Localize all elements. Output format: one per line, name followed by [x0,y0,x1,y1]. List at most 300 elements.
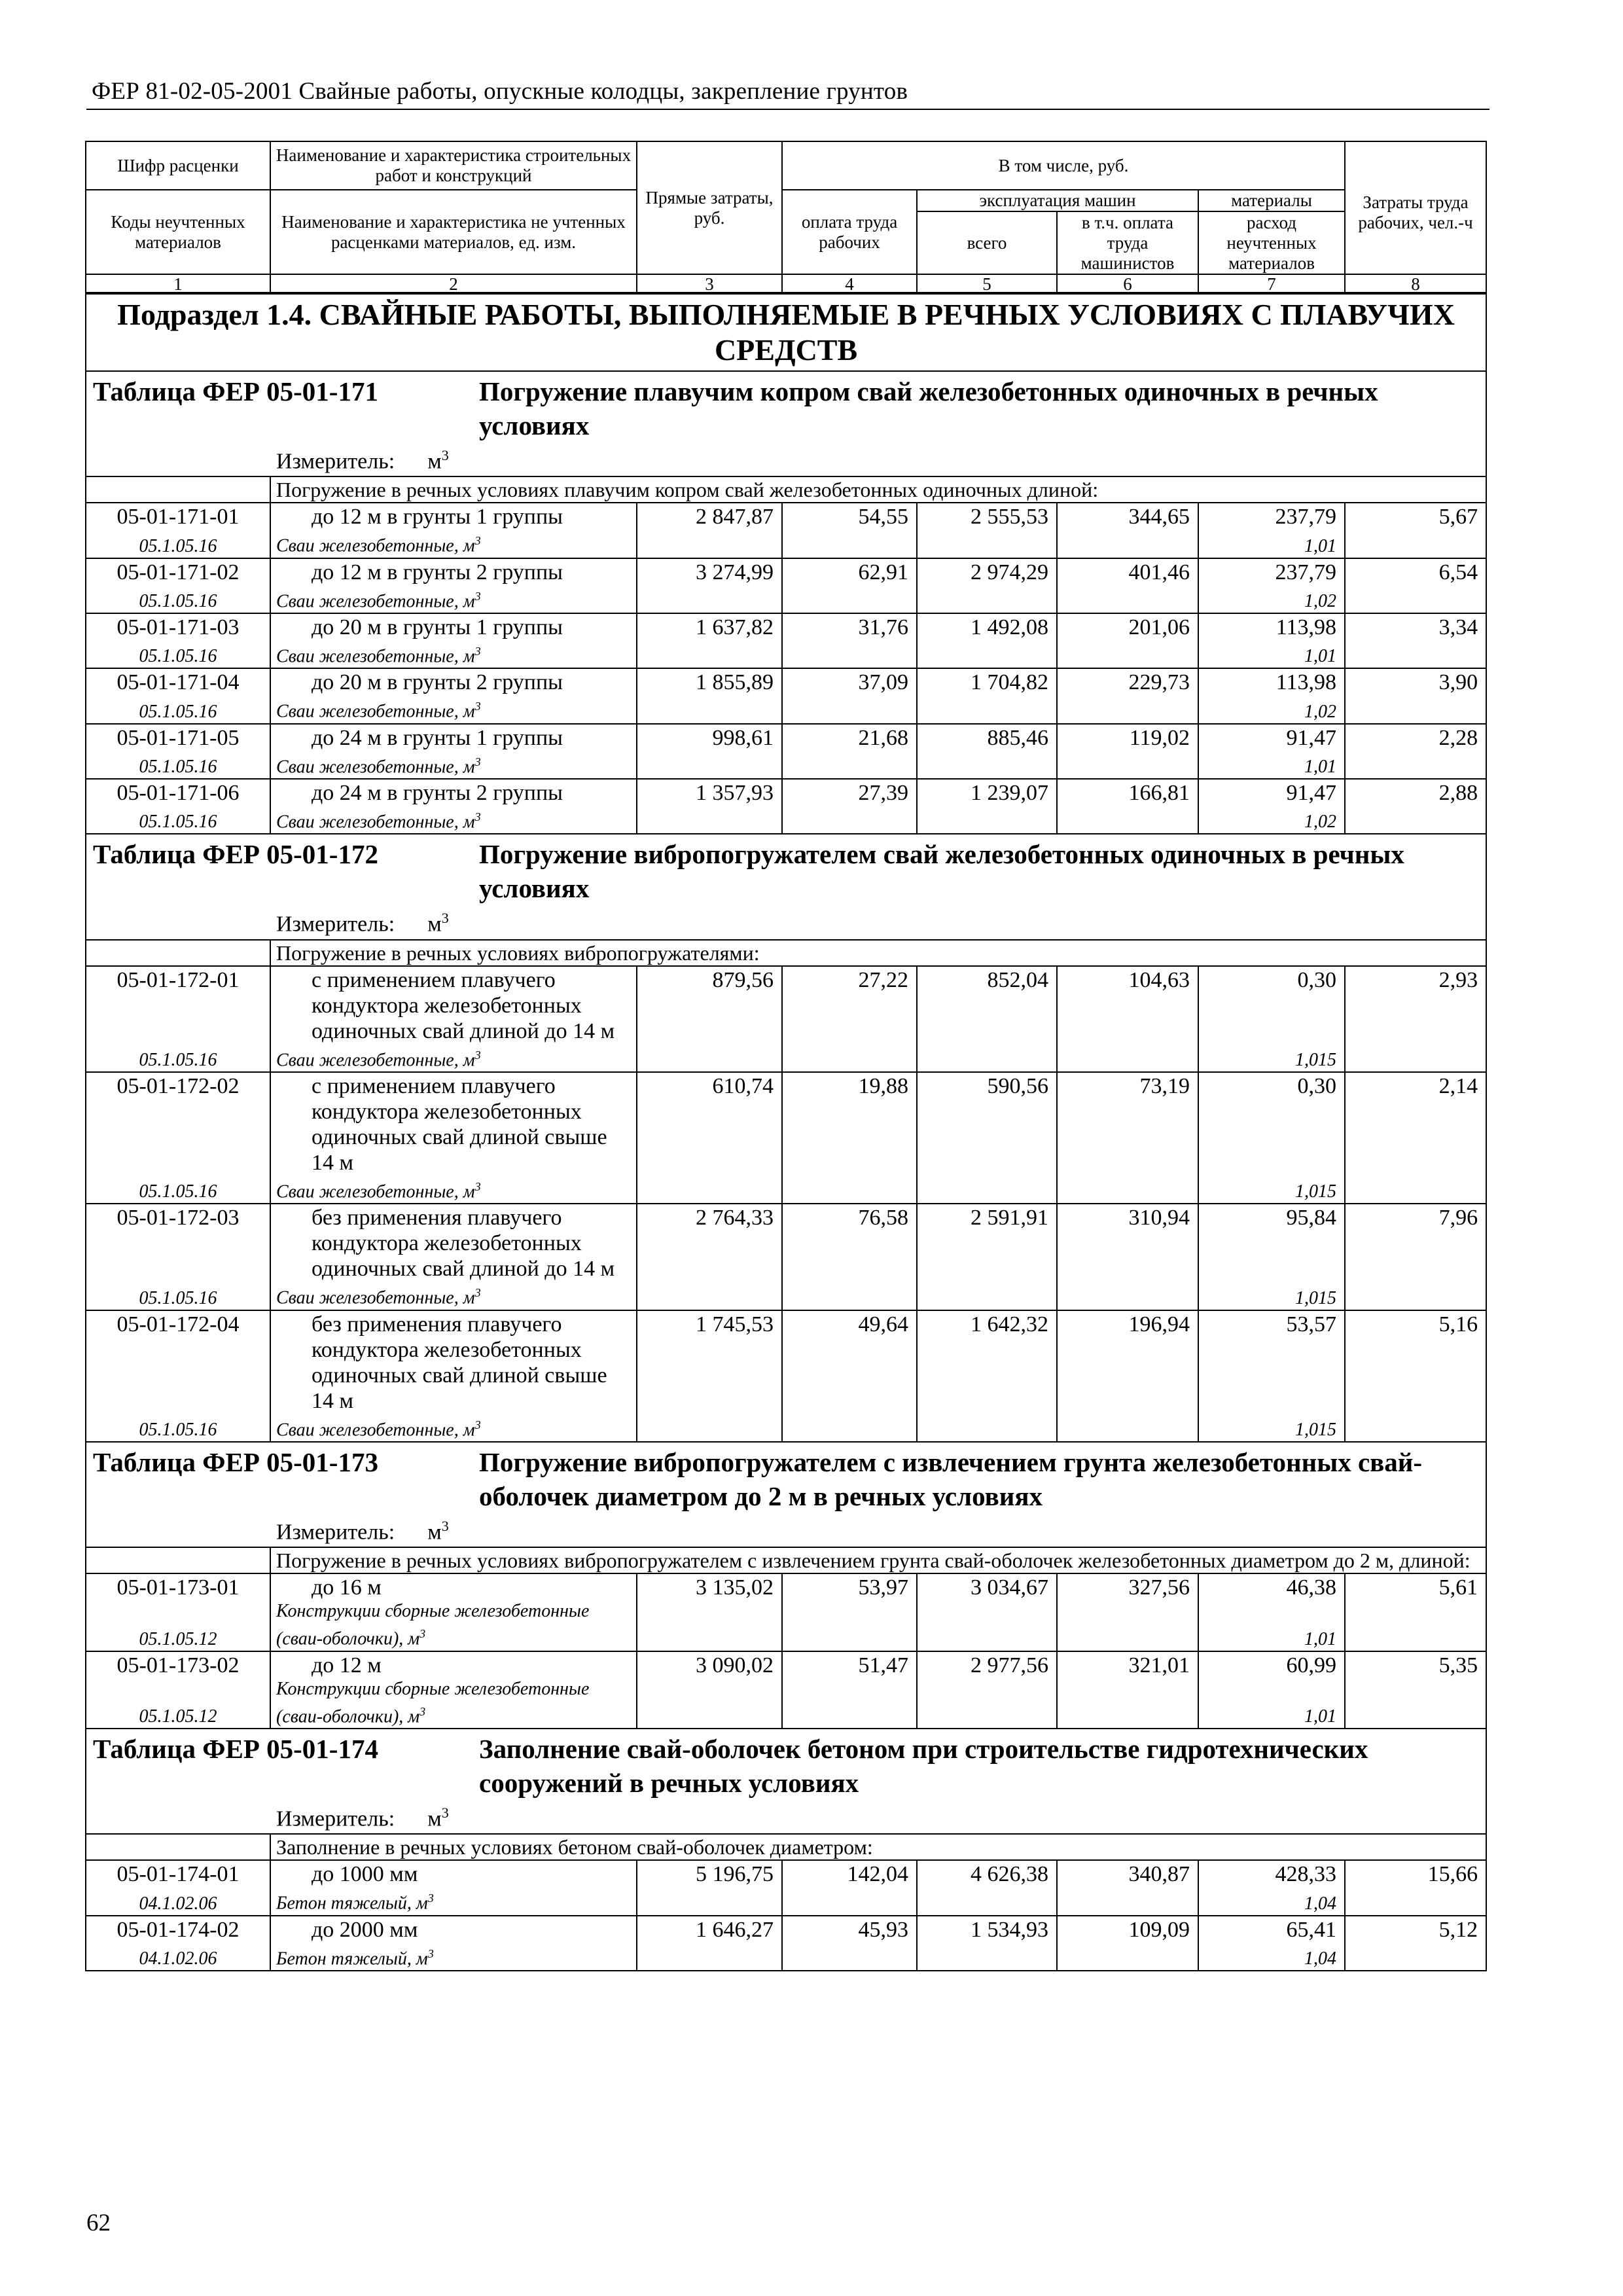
table-row [86,1860,1486,1887]
rate-code: 05-01-172-03 [86,1204,270,1282]
empty-cell [1345,806,1486,834]
empty-cell [1345,751,1486,779]
empty-cell [917,529,1057,558]
rate-code: 05-01-174-02 [86,1916,270,1943]
empty-cell [1057,585,1198,613]
empty-cell [1345,695,1486,723]
material-name-cell [270,1887,637,1915]
value-hours: 2,28 [1345,724,1486,751]
material-qty: 1,015 [1198,1044,1345,1072]
value-mach: 2 591,91 [917,1204,1057,1282]
empty-cell [1345,1600,1486,1651]
value-mat: 113,98 [1198,668,1345,695]
col-number: 8 [1345,274,1486,294]
table-row [86,668,1486,695]
rate-name: с применением плавучего кондуктора железобетонных одиночных свай длиной свыше 14 м [270,1072,637,1175]
measure-label: Измеритель: [276,912,395,937]
col-number: 3 [637,274,782,294]
rate-code: 05-01-171-02 [86,558,270,585]
value-mach: 590,56 [917,1072,1057,1175]
rate-code: 05-01-174-01 [86,1860,270,1887]
value-hours: 5,35 [1345,1651,1486,1678]
empty-cell [637,1414,782,1442]
material-name: Сваи железобетонные, м [276,701,475,722]
col-number: 5 [917,274,1057,294]
header-rule [86,109,1489,110]
value-mach-labor: 344,65 [1057,503,1198,529]
empty-cell [637,529,782,558]
table-intro: Погружение в речных условиях плавучим копром свай железобетонных одиночных длиной: [270,476,1486,503]
empty-cell [917,585,1057,613]
empty-cell [1057,1943,1198,1971]
value-mach: 2 977,56 [917,1651,1057,1678]
material-name-cell [270,1678,637,1729]
material-code: 05.1.05.16 [86,1044,270,1072]
empty-cell [917,1887,1057,1915]
table-intro: Погружение в речных условиях вибропогружателем с извлечением грунта свай-оболочек железобетонных диаметром до 2 м, длиной: [270,1547,1486,1573]
table-header [85,141,1487,295]
material-unit-sup: 3 [474,589,481,603]
empty-cell [1057,1678,1198,1729]
value-mach-labor: 119,02 [1057,724,1198,751]
table-title-row [86,1442,1486,1513]
material-row [86,1887,1486,1915]
measure-unit: м [427,1520,442,1545]
table-row [86,1310,1486,1414]
material-qty: 1,02 [1198,695,1345,723]
material-name: Сваи железобетонные, м [276,812,475,833]
material-unit-sup: 3 [474,1179,481,1193]
rate-code: 05-01-171-05 [86,724,270,751]
value-mach: 852,04 [917,966,1057,1044]
value-labor: 27,22 [782,966,917,1044]
rate-code: 05-01-171-04 [86,668,270,695]
header-pryamye: Прямые затраты, руб. [637,141,782,274]
empty-cell [782,1887,917,1915]
empty-cell [917,1678,1057,1729]
empty-cell [1057,1414,1198,1442]
header-oplata: оплата труда рабочих [782,190,917,274]
col-number: 1 [86,274,270,294]
value-mach-labor: 109,09 [1057,1916,1198,1943]
value-hours: 3,34 [1345,613,1486,640]
empty-cell [782,640,917,668]
empty-cell [637,585,782,613]
rate-code: 05-01-171-01 [86,503,270,529]
material-name-cell [270,1414,637,1442]
value-mach: 1 492,08 [917,613,1057,640]
measure-row [86,1800,1486,1834]
empty-cell [637,1943,782,1971]
material-row [86,1175,1486,1204]
empty-cell [782,1282,917,1310]
value-mat: 237,79 [1198,503,1345,529]
value-direct: 2 847,87 [637,503,782,529]
value-mat: 46,38 [1198,1573,1345,1600]
col-number: 6 [1057,274,1198,294]
table-title: Заполнение свай-оболочек бетоном при строительстве гидротехнических сооружений в речных условиях [479,1733,1368,1798]
material-name-cell [270,1282,637,1310]
value-direct: 2 764,33 [637,1204,782,1282]
page-number: 62 [86,2210,111,2236]
intro-blank [86,1547,270,1573]
intro-blank [86,1834,270,1860]
empty-cell [1057,640,1198,668]
rate-name: до 24 м в грунты 2 группы [270,779,637,806]
intro-blank [86,476,270,503]
material-qty: 1,04 [1198,1887,1345,1915]
value-mat: 0,30 [1198,966,1345,1044]
value-labor: 31,76 [782,613,917,640]
empty-cell [1345,1887,1486,1915]
table-title-wrap [86,1445,1486,1513]
table-title-row [86,1729,1486,1800]
empty-cell [1345,1678,1486,1729]
material-name: Бетон тяжелый, м [276,1948,428,1969]
empty-cell [637,1282,782,1310]
header-v-tom-chisle: В том числе, руб. [782,141,1345,190]
value-labor: 76,58 [782,1204,917,1282]
rate-name: без применения плавучего кондуктора железобетонных одиночных свай длиной свыше 14 м [270,1310,637,1414]
material-unit-sup: 3 [474,755,481,768]
empty-cell [782,1175,917,1204]
material-unit-sup: 3 [474,810,481,823]
empty-cell [637,1887,782,1915]
material-code: 05.1.05.16 [86,751,270,779]
rate-name: до 12 м в грунты 1 группы [270,503,637,529]
measure-unit: м [427,1806,442,1831]
value-direct: 610,74 [637,1072,782,1175]
value-direct: 1 646,27 [637,1916,782,1943]
material-unit-sup: 3 [427,1892,434,1905]
value-direct: 1 745,53 [637,1310,782,1414]
empty-cell [917,640,1057,668]
empty-cell [782,529,917,558]
measure-label: Измеритель: [276,449,395,474]
measure-sup: 3 [441,1804,449,1821]
value-labor: 37,09 [782,668,917,695]
value-mat: 237,79 [1198,558,1345,585]
material-name: Сваи железобетонные, м [276,1049,475,1070]
intro-blank [86,940,270,966]
table-row [86,966,1486,1044]
rates-table [85,292,1487,1971]
measure-label: Измеритель: [276,1806,395,1831]
value-direct: 3 135,02 [637,1573,782,1600]
material-name-cell [270,585,637,613]
value-mach: 1 534,93 [917,1916,1057,1943]
material-qty: 1,04 [1198,1943,1345,1971]
value-mat: 428,33 [1198,1860,1345,1887]
header-vsego: всего [917,211,1057,274]
table-row [86,724,1486,751]
empty-cell [917,1175,1057,1204]
value-mat: 53,57 [1198,1310,1345,1414]
header-zatraty: Затраты труда рабочих, чел.-ч [1345,141,1486,274]
material-row [86,1600,1486,1651]
empty-cell [1345,1175,1486,1204]
material-row [86,1678,1486,1729]
material-row [86,806,1486,834]
header-kody: Коды неучтенных материалов [86,190,270,274]
value-mat: 95,84 [1198,1204,1345,1282]
material-row [86,585,1486,613]
table-intro: Заполнение в речных условиях бетоном свай-оболочек диаметром: [270,1834,1486,1860]
measure-row [86,905,1486,939]
table-row [86,1072,1486,1175]
value-mat: 91,47 [1198,779,1345,806]
value-direct: 1 855,89 [637,668,782,695]
value-direct: 998,61 [637,724,782,751]
rate-name: без применения плавучего кондуктора железобетонных одиночных свай длиной до 14 м [270,1204,637,1282]
material-name-cell [270,1044,637,1072]
empty-cell [782,585,917,613]
table-row [86,1916,1486,1943]
value-direct: 1 637,82 [637,613,782,640]
value-mach-labor: 321,01 [1057,1651,1198,1678]
material-name: Сваи железобетонные, м [276,1287,475,1308]
rate-code: 05-01-172-02 [86,1072,270,1175]
table-label: Таблица ФЕР 05-01-171 [93,376,378,406]
material-row [86,1282,1486,1310]
table-row [86,613,1486,640]
empty-cell [637,640,782,668]
empty-cell [1345,1943,1486,1971]
value-mach: 3 034,67 [917,1573,1057,1600]
empty-cell [1345,529,1486,558]
empty-cell [1057,806,1198,834]
material-code: 05.1.05.16 [86,806,270,834]
empty-cell [1057,1282,1198,1310]
material-code: 04.1.02.06 [86,1943,270,1971]
empty-cell [1345,1414,1486,1442]
value-direct: 879,56 [637,966,782,1044]
empty-cell [637,806,782,834]
material-unit-sup: 3 [419,1627,426,1641]
value-labor: 19,88 [782,1072,917,1175]
value-labor: 49,64 [782,1310,917,1414]
value-mat: 0,30 [1198,1072,1345,1175]
value-mach-labor: 166,81 [1057,779,1198,806]
empty-cell [1345,1044,1486,1072]
value-hours: 5,16 [1345,1310,1486,1414]
empty-cell [637,1600,782,1651]
material-name: Конструкции сборные железобетонные (сваи-оболочки), м [276,1601,590,1649]
measure-row [86,442,1486,476]
table-intro: Погружение в речных условиях вибропогружателями: [270,940,1486,966]
material-code: 05.1.05.16 [86,695,270,723]
material-code: 05.1.05.16 [86,1414,270,1442]
empty-cell [782,1044,917,1072]
material-name: Бетон тяжелый, м [276,1893,428,1914]
col-number: 7 [1198,274,1345,294]
value-direct: 3 090,02 [637,1651,782,1678]
material-name-cell [270,1943,637,1971]
value-mach: 1 239,07 [917,779,1057,806]
material-code: 05.1.05.16 [86,1282,270,1310]
empty-cell [637,1044,782,1072]
material-unit-sup: 3 [474,1286,481,1300]
table-title: Погружение плавучим копром свай железобетонных одиночных в речных условиях [479,376,1378,440]
material-name-cell [270,751,637,779]
value-mach: 2 555,53 [917,503,1057,529]
empty-cell [917,695,1057,723]
table-label: Таблица ФЕР 05-01-173 [93,1446,378,1477]
table-title-row [86,834,1486,905]
empty-cell [782,806,917,834]
material-code: 05.1.05.16 [86,529,270,558]
material-name-cell [270,640,637,668]
rate-code: 05-01-172-04 [86,1310,270,1414]
rate-name: до 16 м [270,1573,637,1600]
material-unit-sup: 3 [474,1418,481,1431]
table-row [86,1573,1486,1600]
rate-code: 05-01-173-02 [86,1651,270,1678]
value-hours: 2,14 [1345,1072,1486,1175]
value-labor: 62,91 [782,558,917,585]
running-head: ФЕР 81-02-05-2001 Свайные работы, опускные колодцы, закрепление грунтов [92,78,908,105]
material-name: Сваи железобетонные, м [276,1181,475,1202]
empty-cell [782,1600,917,1651]
empty-cell [1057,695,1198,723]
rate-name: до 20 м в грунты 2 группы [270,668,637,695]
rate-name: до 12 м [270,1651,637,1678]
material-name-cell [270,529,637,558]
empty-cell [917,1600,1057,1651]
empty-cell [1057,1175,1198,1204]
empty-cell [917,1414,1057,1442]
material-row [86,1943,1486,1971]
value-mach: 1 704,82 [917,668,1057,695]
table-row [86,503,1486,529]
material-qty: 1,01 [1198,529,1345,558]
measure-label: Измеритель: [276,1520,395,1545]
value-labor: 45,93 [782,1916,917,1943]
empty-cell [1057,529,1198,558]
material-qty: 1,015 [1198,1282,1345,1310]
rate-name: с применением плавучего кондуктора железобетонных одиночных свай длиной до 14 м [270,966,637,1044]
material-qty: 1,015 [1198,1175,1345,1204]
material-code: 05.1.05.16 [86,585,270,613]
empty-cell [917,751,1057,779]
value-labor: 27,39 [782,779,917,806]
rate-name: до 1000 мм [270,1860,637,1887]
material-row [86,1414,1486,1442]
empty-cell [917,1044,1057,1072]
material-unit-sup: 3 [419,1704,426,1718]
value-mach-labor: 327,56 [1057,1573,1198,1600]
empty-cell [917,806,1057,834]
value-mach: 2 974,29 [917,558,1057,585]
value-direct: 5 196,75 [637,1860,782,1887]
value-hours: 7,96 [1345,1204,1486,1282]
empty-cell [917,1282,1057,1310]
empty-cell [782,1943,917,1971]
value-mach: 4 626,38 [917,1860,1057,1887]
material-qty: 1,01 [1198,640,1345,668]
material-qty: 1,01 [1198,751,1345,779]
material-code: 05.1.05.12 [86,1600,270,1651]
material-code: 05.1.05.16 [86,1175,270,1204]
material-row [86,640,1486,668]
material-code: 05.1.05.12 [86,1678,270,1729]
material-unit-sup: 3 [427,1946,434,1960]
empty-cell [1057,1887,1198,1915]
measure-sup: 3 [441,447,449,463]
table-title: Погружение вибропогружателем свай железобетонных одиночных в речных условиях [479,839,1404,904]
measure-sup: 3 [441,1517,449,1534]
table-title-wrap [86,374,1486,442]
col-number: 4 [782,274,917,294]
header-rashod: расход неучтенных материалов [1198,211,1345,274]
value-direct: 3 274,99 [637,558,782,585]
value-mach-labor: 196,94 [1057,1310,1198,1414]
measure-unit: м [427,912,442,937]
empty-cell [1345,640,1486,668]
material-name: Сваи железобетонные, м [276,535,475,556]
value-direct: 1 357,93 [637,779,782,806]
empty-cell [637,1175,782,1204]
value-mach: 1 642,32 [917,1310,1057,1414]
empty-cell [782,1678,917,1729]
empty-cell [917,1943,1057,1971]
table-title-wrap [86,837,1486,905]
empty-cell [782,695,917,723]
empty-cell [637,695,782,723]
header-naim-bottom: Наименование и характеристика не учтенных расценками материалов, ед. изм. [270,190,637,274]
table-title-wrap [86,1732,1486,1800]
empty-cell [782,751,917,779]
header-shifr: Шифр расценки [86,141,270,190]
value-hours: 3,90 [1345,668,1486,695]
material-name: Сваи железобетонные, м [276,646,475,667]
empty-cell [637,1678,782,1729]
value-mach-labor: 73,19 [1057,1072,1198,1175]
value-mat: 65,41 [1198,1916,1345,1943]
rate-name: до 12 м в грунты 2 группы [270,558,637,585]
value-hours: 5,12 [1345,1916,1486,1943]
material-name-cell [270,695,637,723]
value-labor: 21,68 [782,724,917,751]
section-title: Подраздел 1.4. СВАЙНЫЕ РАБОТЫ, ВЫПОЛНЯЕМЫЕ В РЕЧНЫХ УСЛОВИЯХ С ПЛАВУЧИХ СРЕДСТВ [86,293,1486,371]
material-unit-sup: 3 [474,700,481,713]
material-unit-sup: 3 [474,1048,481,1062]
value-mach: 885,46 [917,724,1057,751]
value-mach-labor: 340,87 [1057,1860,1198,1887]
empty-cell [1345,1282,1486,1310]
table-row [86,558,1486,585]
material-name-cell [270,1175,637,1204]
table-label: Таблица ФЕР 05-01-172 [93,839,378,870]
table-title: Погружение вибропогружателем с извлечением грунта железобетонных свай-оболочек диаметром до 2 м в речных условиях [479,1446,1423,1511]
header-ekspl: эксплуатация машин [917,190,1198,211]
rate-name: до 2000 мм [270,1916,637,1943]
material-code: 04.1.02.06 [86,1887,270,1915]
value-mach-labor: 104,63 [1057,966,1198,1044]
material-row [86,529,1486,558]
material-row [86,695,1486,723]
table-title-row [86,371,1486,442]
value-hours: 5,61 [1345,1573,1486,1600]
measure-row [86,1513,1486,1547]
material-row [86,751,1486,779]
value-mat: 113,98 [1198,613,1345,640]
empty-cell [637,751,782,779]
empty-cell [782,1414,917,1442]
material-code: 05.1.05.16 [86,640,270,668]
empty-cell [1057,751,1198,779]
table-label: Таблица ФЕР 05-01-174 [93,1733,378,1764]
